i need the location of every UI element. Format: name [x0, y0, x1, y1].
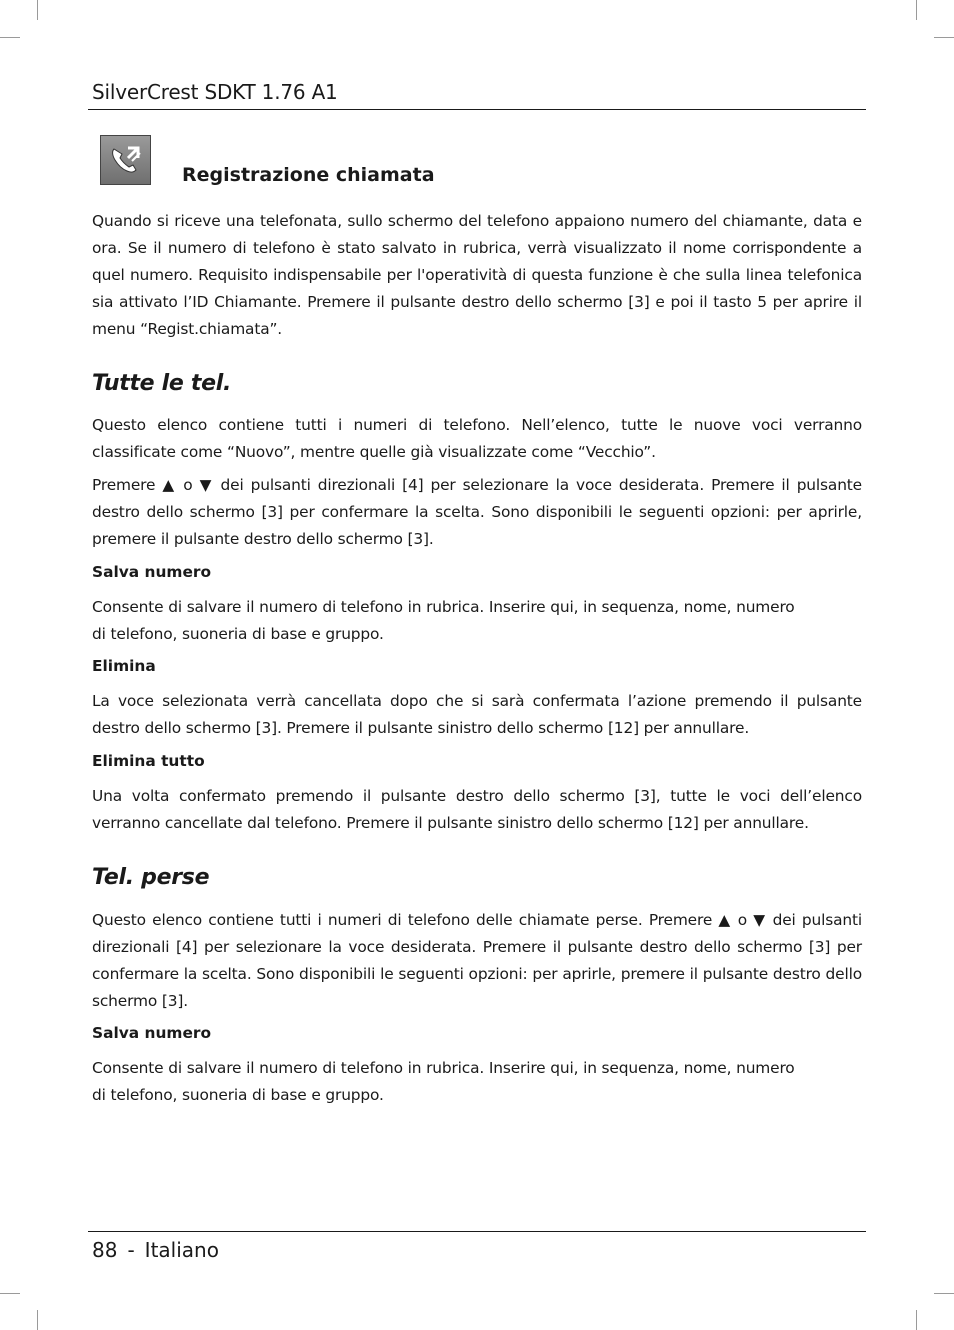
crop-mark	[916, 1310, 917, 1330]
footer-language: Italiano	[144, 1238, 219, 1262]
missed-calls-paragraph-1: Questo elenco contiene tutti i numeri di telefono delle chiamate perse. Premere ▲ o ▼ dei pulsanti direzionali [4] per selezionare la voce desiderata. Premere il pulsante destro dello schermo [3] per confermare la scelta. Sono disponibili le seguenti opzioni: per aprirle, premere il pulsante destro dello schermo [3].	[92, 911, 862, 1010]
footer-divider	[88, 1231, 866, 1232]
call-log-phone-icon	[100, 135, 151, 185]
save-number-paragraph: Consente di salvare il numero di telefono in rubrica. Inserire qui, in sequenza, nome, numero di telefono, suoneria di base e gruppo.	[92, 598, 795, 643]
page-footer	[92, 1238, 219, 1262]
crop-mark	[916, 0, 917, 20]
heading-missed-calls: Tel. perse	[92, 865, 210, 890]
crop-mark	[934, 37, 954, 38]
header-divider	[88, 109, 866, 110]
subheading-delete: Elimina	[92, 657, 156, 675]
subheading-save-number: Salva numero	[92, 563, 212, 581]
crop-mark	[934, 1293, 954, 1294]
page-number: 88	[92, 1238, 118, 1262]
delete-paragraph: La voce selezionata verrà cancellata dopo che si sarà confermata l’azione premendo il pulsante destro dello schermo [3]. Premere il pulsante sinistro dello schermo [12] per annullare.	[92, 692, 862, 737]
subheading-missed-save-number: Salva numero	[92, 1024, 212, 1042]
crop-mark	[0, 37, 20, 38]
subheading-delete-all: Elimina tutto	[92, 752, 205, 770]
heading-all-calls: Tutte le tel.	[92, 371, 232, 396]
crop-mark	[0, 1293, 20, 1294]
crop-mark	[37, 0, 38, 20]
delete-all-paragraph: Una volta confermato premendo il pulsante destro dello schermo [3], tutte le voci dell’elenco verranno cancellate dal telefono. Premere il pulsante sinistro dello schermo [12] per annullare.	[92, 787, 862, 832]
all-calls-paragraph-2: Premere ▲ o ▼ dei pulsanti direzionali [4] per selezionare la voce desiderata. Premere il pulsante destro dello schermo [3] per confermare la scelta. Sono disponibili le seguenti opzioni: per aprirle, premere il pulsante destro dello schermo [3].	[92, 476, 862, 548]
all-calls-paragraph-1: Questo elenco contiene tutti i numeri di telefono. Nell’elenco, tutte le nuove voci verranno classificate come “Nuovo”, mentre quelle già visualizzate come “Vecchio”.	[92, 416, 862, 461]
footer-separator: -	[127, 1238, 135, 1262]
section-intro-paragraph: Quando si riceve una telefonata, sullo schermo del telefono appaiono numero del chiamante, data e ora. Se il numero di telefono è stato salvato in rubrica, verrà visualizzato il nome corrispondente a quel numero. Requisito indispensabile per l'operatività di questa funzione è che sulla linea telefonica sia attivato l’ID Chiamante. Premere il pulsante destro dello schermo [3] e poi il tasto 5 per aprire il menu “Regist.chiamata”.	[92, 212, 862, 338]
crop-mark	[37, 1310, 38, 1330]
section-title: Registrazione chiamata	[182, 164, 435, 186]
missed-save-number-paragraph: Consente di salvare il numero di telefono in rubrica. Inserire qui, in sequenza, nome, numero di telefono, suoneria di base e gruppo.	[92, 1059, 795, 1104]
document-header-title: SilverCrest SDKT 1.76 A1	[92, 80, 338, 104]
